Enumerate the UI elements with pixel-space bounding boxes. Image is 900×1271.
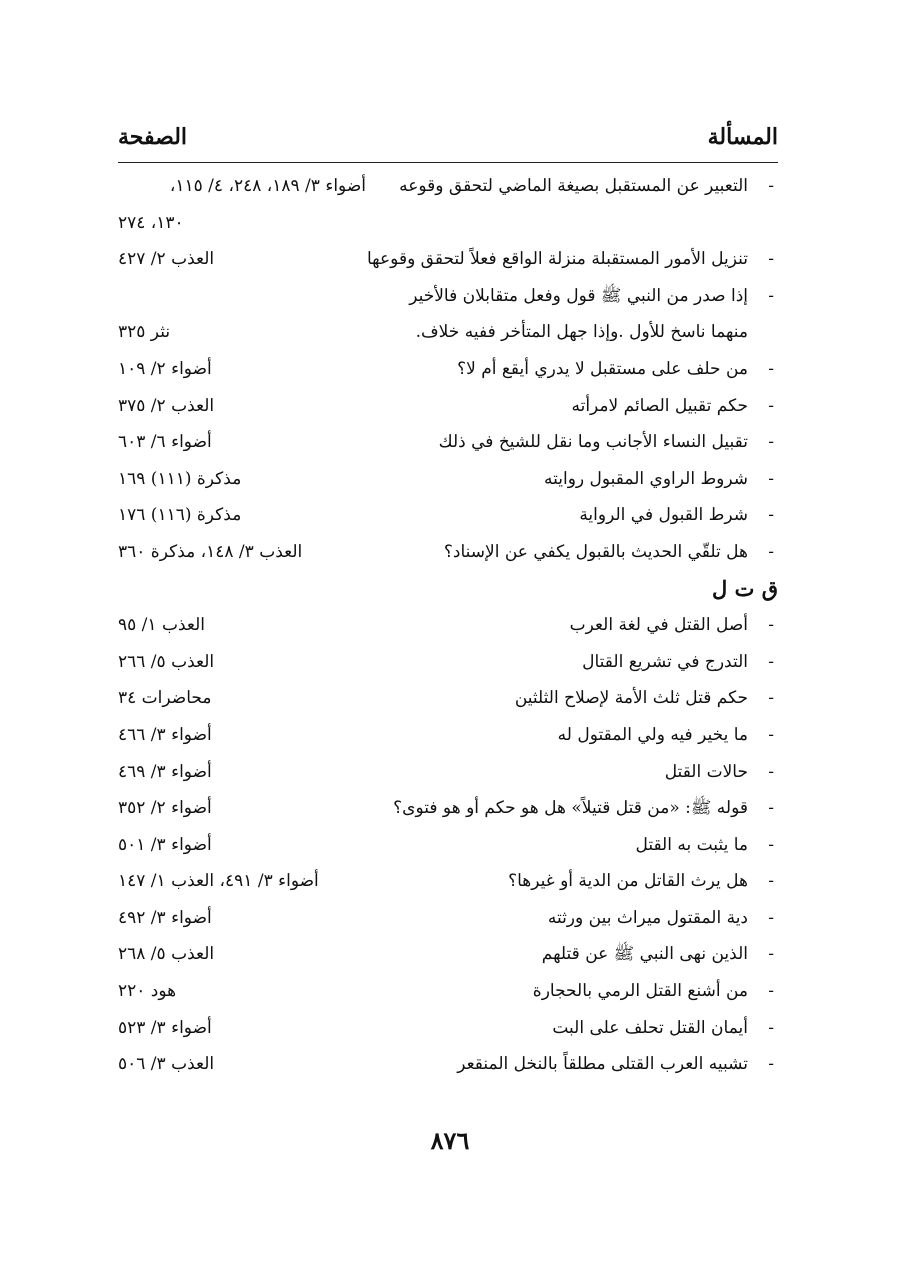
entry-page-reference: أضواء ٢/ ١٠٩ bbox=[118, 358, 212, 379]
entry-page-reference: العذب ٢/ ٤٢٧ bbox=[118, 249, 215, 270]
entry-topic: التدرج في تشريع القتال bbox=[582, 651, 748, 672]
index-entry bbox=[118, 534, 778, 571]
issue-column-label: المسألة bbox=[707, 124, 778, 150]
index-entry bbox=[118, 1010, 778, 1047]
page-column-label: الصفحة bbox=[118, 124, 188, 150]
entry-page-reference: أضواء ٣/ ١٨٩، ٢٤٨، ٤/ ١١٥، bbox=[169, 176, 366, 196]
entry-page-reference: أضواء ٣/ ٤٩١، العذب ١/ ١٤٧ bbox=[118, 871, 319, 892]
index-entry bbox=[118, 205, 778, 242]
entry-dash: - bbox=[768, 724, 774, 745]
entry-dash: - bbox=[768, 432, 774, 453]
entry-page-reference: العذب ٥/ ٢٦٦ bbox=[118, 651, 215, 672]
entry-dash: - bbox=[768, 1017, 774, 1038]
index-entry bbox=[118, 790, 778, 827]
index-entry bbox=[118, 388, 778, 425]
entry-topic: التعبير عن المستقبل بصيغة الماضي لتحقق وقوعه bbox=[399, 176, 748, 196]
index-entry bbox=[118, 863, 778, 900]
entry-page-reference: هود ٢٢٠ bbox=[118, 981, 177, 1002]
entry-dash: - bbox=[768, 871, 774, 892]
entry-page-reference: أضواء ٣/ ٤٦٦ bbox=[118, 724, 212, 745]
index-entry bbox=[118, 351, 778, 388]
entry-page-reference: العذب ١/ ٩٥ bbox=[118, 615, 205, 636]
entry-topic: قوله ﷺ: «من قتل قتيلاً» هل هو حكم أو هو فتوى؟ bbox=[393, 798, 748, 819]
entry-topic: تنزيل الأمور المستقبلة منزلة الواقع فعلاً لتحقق وقوعها bbox=[367, 249, 748, 270]
entry-page-reference: أضواء ٦/ ٦٠٣ bbox=[118, 432, 212, 453]
entry-dash: - bbox=[768, 981, 774, 1002]
entry-topic: دية المقتول ميراث بين ورثته bbox=[547, 907, 748, 928]
column-header bbox=[118, 124, 778, 158]
entry-dash: - bbox=[768, 541, 774, 562]
entry-topic: الذين نهى النبي ﷺ عن قتلهم bbox=[541, 944, 748, 965]
entry-dash: - bbox=[768, 285, 774, 306]
entry-topic: إذا صدر من النبي ﷺ قول وفعل متقابلان فالأخير bbox=[409, 285, 748, 306]
entry-topic: هل يرث القاتل من الدية أو غيرها؟ bbox=[508, 871, 748, 892]
entry-dash: - bbox=[768, 944, 774, 965]
index-entry bbox=[118, 827, 778, 864]
entry-dash: - bbox=[768, 907, 774, 928]
index-entry bbox=[118, 168, 778, 205]
index-entry bbox=[118, 680, 778, 717]
index-entry bbox=[118, 1046, 778, 1083]
index-entry bbox=[118, 461, 778, 498]
entry-topic: حكم تقبيل الصائم لامرأته bbox=[571, 395, 748, 416]
index-entry bbox=[118, 973, 778, 1010]
index-entry bbox=[118, 644, 778, 681]
index-entry bbox=[118, 241, 778, 278]
entry-page-reference: أضواء ٢/ ٣٥٢ bbox=[118, 798, 212, 819]
entry-topic: شرط القبول في الرواية bbox=[579, 505, 748, 526]
entry-topic: شروط الراوي المقبول روايته bbox=[544, 468, 748, 489]
index-entry bbox=[118, 314, 778, 351]
section-heading-row bbox=[118, 571, 778, 608]
entry-page-reference: محاضرات ٣٤ bbox=[118, 688, 212, 709]
entry-page-reference: العذب ٥/ ٢٦٨ bbox=[118, 944, 215, 965]
entry-page-reference: نثر ٣٢٥ bbox=[118, 322, 171, 343]
entry-dash: - bbox=[768, 505, 774, 526]
entry-page-reference: أضواء ٣/ ٥٠١ bbox=[118, 834, 212, 855]
entry-dash: - bbox=[768, 615, 774, 636]
entry-dash: - bbox=[768, 358, 774, 379]
entry-page-reference: مذكرة (١١٦) ١٧٦ bbox=[118, 505, 242, 526]
index-entry bbox=[118, 424, 778, 461]
entry-dash: - bbox=[768, 798, 774, 819]
entry-topic: تشبيه العرب القتلى مطلقاً بالنخل المنقعر bbox=[457, 1054, 748, 1075]
index-entry bbox=[118, 900, 778, 937]
entry-topic: هل تلقّي الحديث بالقبول يكفي عن الإسناد؟ bbox=[443, 541, 748, 562]
entry-dash: - bbox=[768, 761, 774, 782]
entry-topic: حكم قتل ثلث الأمة لإصلاح الثلثين bbox=[514, 688, 748, 709]
entry-continuation: منهما ناسخ للأول .وإذا جهل المتأخر ففيه خلاف. bbox=[415, 322, 748, 343]
index-entry bbox=[118, 278, 778, 315]
entry-dash: - bbox=[768, 249, 774, 270]
entry-dash: - bbox=[768, 468, 774, 489]
entry-topic: تقبيل النساء الأجانب وما نقل للشيخ في ذلك bbox=[438, 432, 748, 453]
index-entry bbox=[118, 936, 778, 973]
section-heading: ق ت ل bbox=[712, 575, 778, 601]
entry-dash: - bbox=[768, 395, 774, 416]
entry-topic: أصل القتل في لغة العرب bbox=[569, 615, 748, 636]
entry-topic: أيمان القتل تحلف على البت bbox=[552, 1017, 748, 1038]
index-entry bbox=[118, 717, 778, 754]
index-list bbox=[118, 168, 778, 1083]
entry-page-reference: العذب ٣/ ١٤٨، مذكرة ٣٦٠ bbox=[118, 541, 303, 562]
index-entry bbox=[118, 607, 778, 644]
entry-dash: - bbox=[768, 1054, 774, 1075]
entry-dash: - bbox=[768, 834, 774, 855]
entry-page-reference: أضواء ٣/ ٥٢٣ bbox=[118, 1017, 212, 1038]
entry-page-reference: أضواء ٣/ ٤٩٢ bbox=[118, 907, 212, 928]
page-number: ٨٧٦ bbox=[430, 1126, 470, 1155]
entry-dash: - bbox=[768, 651, 774, 672]
entry-page-reference: مذكرة (١١١) ١٦٩ bbox=[118, 468, 242, 489]
index-entry bbox=[118, 754, 778, 791]
entry-topic: ما يخير فيه ولي المقتول له bbox=[557, 724, 748, 745]
entry-page-reference: أضواء ٣/ ٤٦٩ bbox=[118, 761, 212, 782]
entry-topic: حالات القتل bbox=[664, 761, 748, 782]
entry-page-reference: العذب ٣/ ٥٠٦ bbox=[118, 1054, 215, 1075]
entry-page-reference: العذب ٢/ ٣٧٥ bbox=[118, 395, 215, 416]
entry-topic: ما يثبت به القتل bbox=[635, 834, 748, 855]
entry-topic: من أشنع القتل الرمي بالحجارة bbox=[532, 981, 748, 1002]
entry-dash: - bbox=[768, 176, 774, 196]
entry-dash: - bbox=[768, 688, 774, 709]
index-entry bbox=[118, 497, 778, 534]
entry-page-reference-continuation: ١٣٠، ٢٧٤ bbox=[118, 212, 184, 233]
header-divider bbox=[118, 162, 778, 163]
entry-topic: من حلف على مستقبل لا يدري أيقع أم لا؟ bbox=[457, 358, 748, 379]
